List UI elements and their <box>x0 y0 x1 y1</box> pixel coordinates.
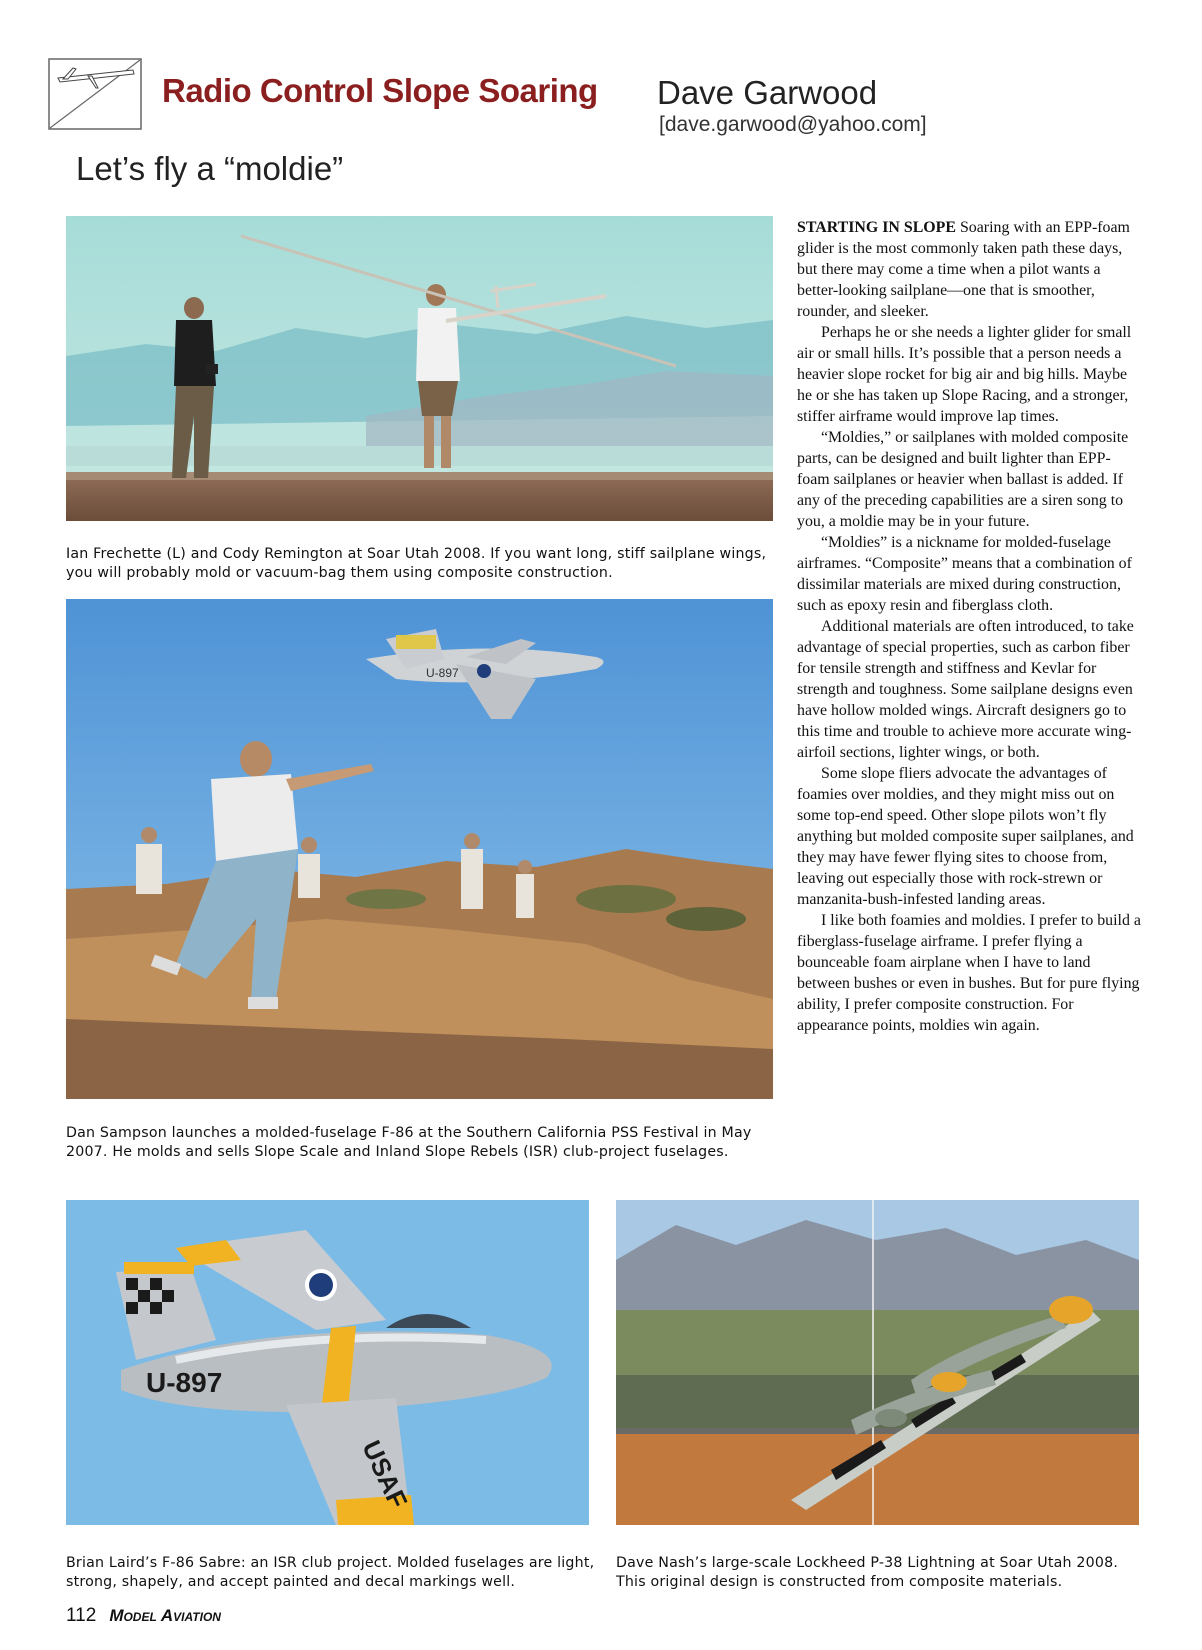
article-body <box>797 217 1142 1036</box>
page-number: 112 <box>66 1605 97 1626</box>
article-paragraph-6: Some slope fliers advocate the advantages of foamies over moldies, and they might miss out on some top-end speed. Other slope pilots won’t fly anything but molded composite super sailplanes, and they may have fewer flying sites to choose from, leaving out especially those with rock-strewn or manzanita-bush-infested landing areas. <box>797 765 1134 908</box>
photo-p38-lightning <box>616 1200 1139 1525</box>
photo-sailplane-pilots <box>66 216 773 521</box>
caption-photo1: Ian Frechette (L) and Cody Remington at Soar Utah 2008. If you want long, stiff sailplane wings, you will probably mold or vacuum-bag them using composite construction. <box>66 546 767 581</box>
author-email: [dave.garwood@yahoo.com] <box>659 113 927 136</box>
magazine-name: Model Aviation <box>109 1606 221 1625</box>
author-name: Dave Garwood <box>657 74 878 111</box>
article-paragraph-4: “Moldies” is a nickname for molded-fuselage airframes. “Composite” means that a combination of dissimilar materials are mixed during construction, such as epoxy resin and fiberglass cloth. <box>797 534 1132 614</box>
f86-tail-number-small: U-897 <box>426 666 459 680</box>
article-paragraph-3: “Moldies,” or sailplanes with molded composite parts, can be designed and built lighter than EPP-foam sailplanes or heavier when ballast is added. If any of the preceding capabilities are a siren song to you, a moldie may be in your future. <box>797 429 1129 530</box>
column-logo-icon <box>48 58 142 130</box>
column-title: Radio Control Slope Soaring <box>162 72 598 109</box>
caption-photo2: Dan Sampson launches a molded-fuselage F-86 at the Southern California PSS Festival in May 2007. He molds and sells Slope Scale and Inland Slope Rebels (ISR) club-project fuselages. <box>66 1125 752 1160</box>
article-paragraph-1-text: Soaring with an EPP-foam glider is the most commonly taken path these days, but there may come a time when a pilot wants a better-looking sailplane—one that is smoother, rounder, and sleeker. <box>797 219 1130 320</box>
caption-photo3: Brian Laird’s F-86 Sabre: an ISR club project. Molded fuselages are light, strong, shapely, and accept painted and decal markings well. <box>66 1555 595 1590</box>
article-paragraph-1 <box>797 217 1142 322</box>
photo-f86-launch <box>66 599 773 1099</box>
article-lead-in: STARTING IN SLOPE <box>797 219 956 236</box>
photo-f86-sabre <box>66 1200 589 1525</box>
article-paragraph-2: Perhaps he or she needs a lighter glider for small air or small hills. It’s possible that a person needs a heavier slope rocket for big air and big hills. Maybe he or she has taken up Slope Racing, and a stronger, stiffer airframe would improve lap times. <box>797 324 1132 425</box>
article-headline: Let’s fly a “moldie” <box>76 150 344 187</box>
f86-tail-number: U-897 <box>146 1367 223 1398</box>
usaf-marking: USAF <box>356 1435 414 1513</box>
article-paragraph-7: I like both foamies and moldies. I prefer to build a fiberglass-fuselage airframe. I prefer flying a bounceable foam airplane when I have to land between bushes or even in bushes. But for pure flying ability, I prefer composite construction. For appearance points, moldies win again. <box>797 912 1141 1034</box>
page-footer <box>66 1605 221 1627</box>
article-paragraph-5: Additional materials are often introduced, to take advantage of special properties, such as carbon fiber for tensile strength and stiffness and Kevlar for strength and toughness. Some sailplane designs even have hollow molded wings. Aircraft designers go to this time and trouble to achieve more accurate wing-airfoil sections, lighter wings, or both. <box>797 618 1134 761</box>
caption-photo4: Dave Nash’s large-scale Lockheed P-38 Lightning at Soar Utah 2008. This original design is constructed from composite materials. <box>616 1555 1119 1590</box>
